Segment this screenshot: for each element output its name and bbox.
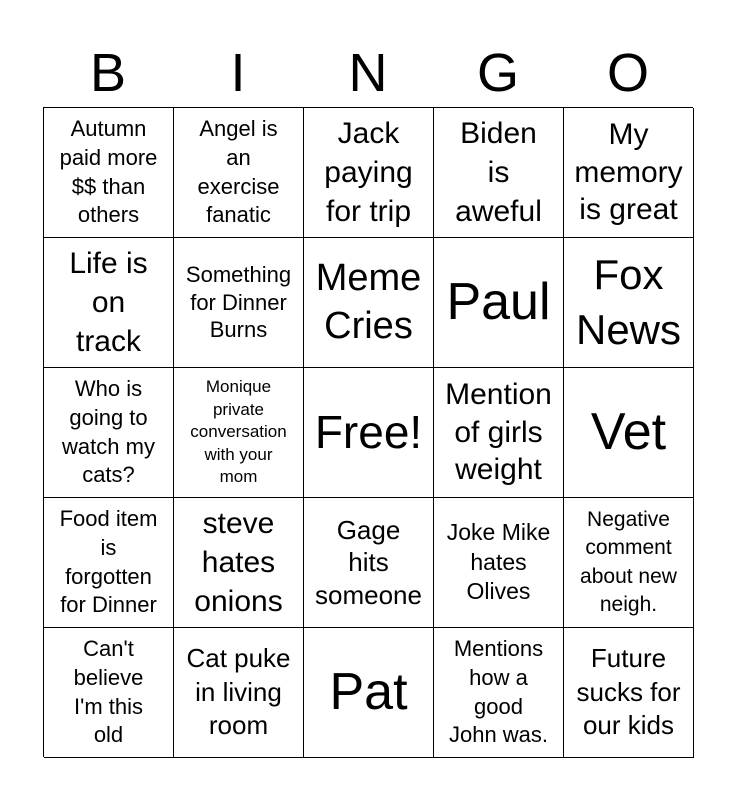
bingo-cell-text: Something for Dinner Burns — [185, 262, 292, 343]
header-letter-i: I — [230, 43, 246, 103]
bingo-cell[interactable] — [174, 108, 304, 238]
bingo-cell-text: Food item is forgotten for Dinner — [59, 506, 158, 618]
bingo-cell[interactable] — [304, 108, 434, 238]
bingo-cell[interactable] — [304, 498, 434, 628]
bingo-cell[interactable] — [44, 498, 174, 628]
header-letter-g: G — [476, 43, 519, 103]
bingo-cell[interactable] — [304, 238, 434, 368]
bingo-cell-text: Monique private conversation with your mom — [190, 376, 287, 487]
bingo-cell[interactable] — [44, 108, 174, 238]
bingo-cell[interactable] — [304, 628, 434, 758]
bingo-cell[interactable] — [174, 238, 304, 368]
bingo-cell-text: Vet — [590, 403, 667, 462]
bingo-cell-text: Biden is aweful — [455, 117, 542, 228]
bingo-cell[interactable] — [434, 238, 564, 368]
bingo-cell-text: Joke Mike hates Olives — [446, 518, 551, 605]
bingo-cell[interactable] — [44, 628, 174, 758]
bingo-cell-text: Gage hits someone — [315, 514, 422, 610]
bingo-cell-text: Meme Cries — [315, 257, 422, 347]
bingo-cell[interactable] — [174, 368, 304, 498]
bingo-cell[interactable] — [44, 238, 174, 368]
header-letter-o: O — [606, 43, 649, 103]
bingo-cell[interactable] — [304, 368, 434, 498]
header-letter-b: B — [89, 43, 127, 103]
bingo-cell[interactable] — [564, 108, 694, 238]
header-letter-n: N — [348, 43, 388, 103]
bingo-cell[interactable] — [174, 628, 304, 758]
bingo-cell-text: Fox News — [575, 250, 682, 353]
bingo-cell-text: Paul — [446, 273, 551, 332]
bingo-cell-text: Negative comment about new neigh. — [580, 507, 677, 616]
bingo-cell[interactable] — [174, 498, 304, 628]
bingo-cell-text: Autumn paid more $$ than others — [59, 116, 158, 228]
bingo-grid — [43, 107, 693, 757]
bingo-cell[interactable] — [564, 498, 694, 628]
bingo-cell[interactable] — [434, 108, 564, 238]
bingo-cell-text: Mentions how a good John was. — [448, 636, 549, 748]
bingo-cell[interactable] — [44, 368, 174, 498]
bingo-cell-text: Cat puke in living room — [186, 642, 291, 741]
bingo-header — [43, 38, 693, 108]
bingo-cell[interactable] — [434, 368, 564, 498]
bingo-cell-text: Can't believe I'm this old — [73, 636, 144, 748]
bingo-cell-text: Who is going to watch my cats? — [62, 376, 155, 488]
bingo-cell[interactable] — [434, 498, 564, 628]
bingo-cell-text: Free! — [314, 405, 423, 458]
bingo-cell[interactable] — [564, 628, 694, 758]
bingo-cell[interactable] — [564, 238, 694, 368]
bingo-cell-text: Jack paying for trip — [324, 117, 413, 228]
bingo-cell-text: Angel is an exercise fanatic — [197, 116, 280, 228]
bingo-cell-text: Life is on track — [69, 247, 148, 358]
bingo-cell-text: Future sucks for our kids — [576, 642, 681, 741]
bingo-cell[interactable] — [434, 628, 564, 758]
bingo-cell[interactable] — [564, 368, 694, 498]
bingo-cell-text: My memory is great — [574, 118, 683, 227]
bingo-cell-text: Mention of girls weight — [445, 378, 552, 487]
bingo-cell-text: steve hates onions — [194, 507, 283, 618]
bingo-cell-text: Pat — [329, 663, 408, 722]
